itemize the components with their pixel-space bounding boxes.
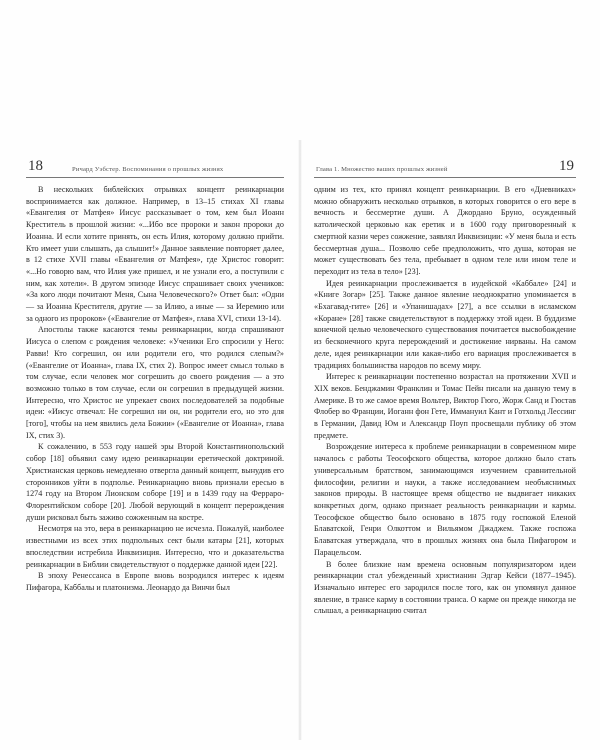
paragraph: Апостолы также касаются темы реинкарнации, когда спрашивают Иисуса о слепом с рождения человеке: «Ученики Его спросили у Него: Равви! Кто согрешил, он или родители его, что родился слепым?» («Евангелие от Иоанна», глава IX, стих 2). Вопрос имеет смысл только в том случае, если человек мог согрешить до своего рождения — а это возможно только в том случае, если он согрешил в предыдущей жизни. Интересно, что Христос не упрекает своих последователей за подобные идеи: «Иисус отвечал: Не согрешил ни он, ни родители его, но это для [того], чтобы на нем явились дела Божии» («Евангелие от Иоанна», глава IX, стих 3). xyxy=(26,325,284,440)
left-page xyxy=(26,155,284,594)
paragraph: Несмотря на это, вера в реинкарнацию не исчезла. Пожалуй, наиболее известными из всех этих подпольных сект были катары [21], которых впоследствии истребила Инквизиция. Интересно, что и доказательства реинкарнации в Библии свидетельствуют о поддержке данной идеи [22]. xyxy=(26,524,284,569)
paragraph: Возрождение интереса к проблеме реинкарнации в современном мире началось с работы Теософского общества, которое должно было стать универсальным братством, занимающимся изучением сравнительной философии, религии и науки, а также исследованием необъяснимых законов природы. В настоящее время общество не выдвигает никаких конкретных догм, однако признает реальность реинкарнации и кармы. Теософское общество было основано в 1875 году госпожой Еленой Блаватской, Генри Олкоттом и Вильямом Джаджем. Также госпожа Блаватская утверждала, что в прошлых жизнях она была Пифагором и Парацельсом. xyxy=(314,442,576,557)
paragraph: одним из тех, кто принял концепт реинкарнации. В его «Дневниках» можно обнаружить несколько отрывков, в которых говорится о его вере в вечность и бессмертие души. А Джордано Бруно, осужденный католической церковью как еретик и в 1600 году приговоренный к смертной казни через сожжение, заявлял Инквизиции: «У меня была и есть бессмертная душа... Позволю себе предположить, что душа, которая не может существовать без тела, пребывает в одном теле или ином теле и переходит из тела в тело» [23]. xyxy=(314,185,576,276)
left-running-head: Ричард Уэбстер. Воспоминания о прошлых жизнях xyxy=(72,166,224,173)
right-page-text xyxy=(314,184,576,617)
paragraph: К сожалению, в 553 году нашей эры Второй Константинопольский собор [18] объявил саму идею реинкарнации еретической доктриной. Христианская церковь немедленно отвергла данный концепт, вынудив его сторонников уйти в подполье. Реинкарнацию вновь признали ересью в 1274 году на Втором Лионском соборе [19] и в 1439 году на Ферраро-Флорентийском соборе [20]. Любой верующий в концепт перерождения души рисковал быть заживо сожженным на костре. xyxy=(26,442,284,522)
paragraph: В более близкие нам времена основным популяризатором идеи реинкарнации стал убежденный христианин Эдгар Кейси (1877–1945). Изначально интерес его зародился после того, как он упомянул данное явление, в трансе карму в состоянии транса. О карме он прежде никогда не слышал, а реинкарнацию считал xyxy=(314,559,576,616)
paragraph: Идея реинкарнации прослеживается в иудейской «Каббале» [24] и «Книге Зогар» [25]. Также данное явление неоднократно упоминается в «Бхагавад-гите» [26] и «Упанишадах» [27], а все ссылки в исламском «Коране» [28] также свидетельствуют в поддержку этой идеи. В буддизме конечной целью человеческого существования почитается высвобождение из бесконечного круга перерождений и достижение нирваны. На самом деле, идея реинкарнации или какая-либо его вариация прослеживается в традициях большинства народов по всему миру. xyxy=(314,278,576,370)
right-running-head: Глава 1. Множество ваших прошлых жизней xyxy=(316,166,448,173)
right-page-header xyxy=(314,155,576,178)
paragraph: В эпоху Ренессанса в Европе вновь возродился интерес к идеям Пифагора, Каббалы и платонизма. Леонардо да Винчи был xyxy=(26,571,284,592)
book-gutter xyxy=(298,140,302,740)
paragraph: В нескольких библейских отрывках концепт реинкарнации воспринимается как должное. Например, в 13–15 стихах XI главы «Евангелия от Матфея» Иисус рассказывает о том, кем был Иоанн Креститель в прошлой жизни: «...Ибо все пророки и закон пророки до Иоанна. И если хотите принять, он есть Илия, которому должно прийти. Кто имеет уши слышать, да слышит!» Данное заявление повторяет далее, в 12 стихе XVII главы «Евангелия от Матфея», где Христос говорит: «...Но говорю вам, что Илия уже пришел, и не узнали его, а поступили с ним, как хотели». В другом эпизоде Иисус спрашивает своих учеников: «За кого люди почитают Меня, Сына Человеческого?» Ответ был: «Одни — за Иоанна Крестителя, другие — за Илию, а иные — за Иеремию или за одного из пророков» («Евангелие от Матфея», глава XVI, стихи 13-14). xyxy=(26,185,284,323)
right-page xyxy=(314,155,576,617)
paragraph: Интерес к реинкарнации постепенно возрастал на протяжении XVII и XIX веков. Бенджамин Франклин и Томас Пейн писали на данную тему в Америке. В то же самое время Вольтер, Виктор Гюго, Жорж Санд и Гюстав Флобер во Франции, Иоганн фон Гете, Иммануил Кант и Готхольд Лессинг в Германии, Давид Юм и Александр Поуп просвещали публику об этом предмете. xyxy=(314,372,576,440)
left-page-header xyxy=(26,155,284,178)
left-page-text xyxy=(26,184,284,594)
left-page-number: 18 xyxy=(28,158,43,174)
right-page-number: 19 xyxy=(559,158,574,174)
